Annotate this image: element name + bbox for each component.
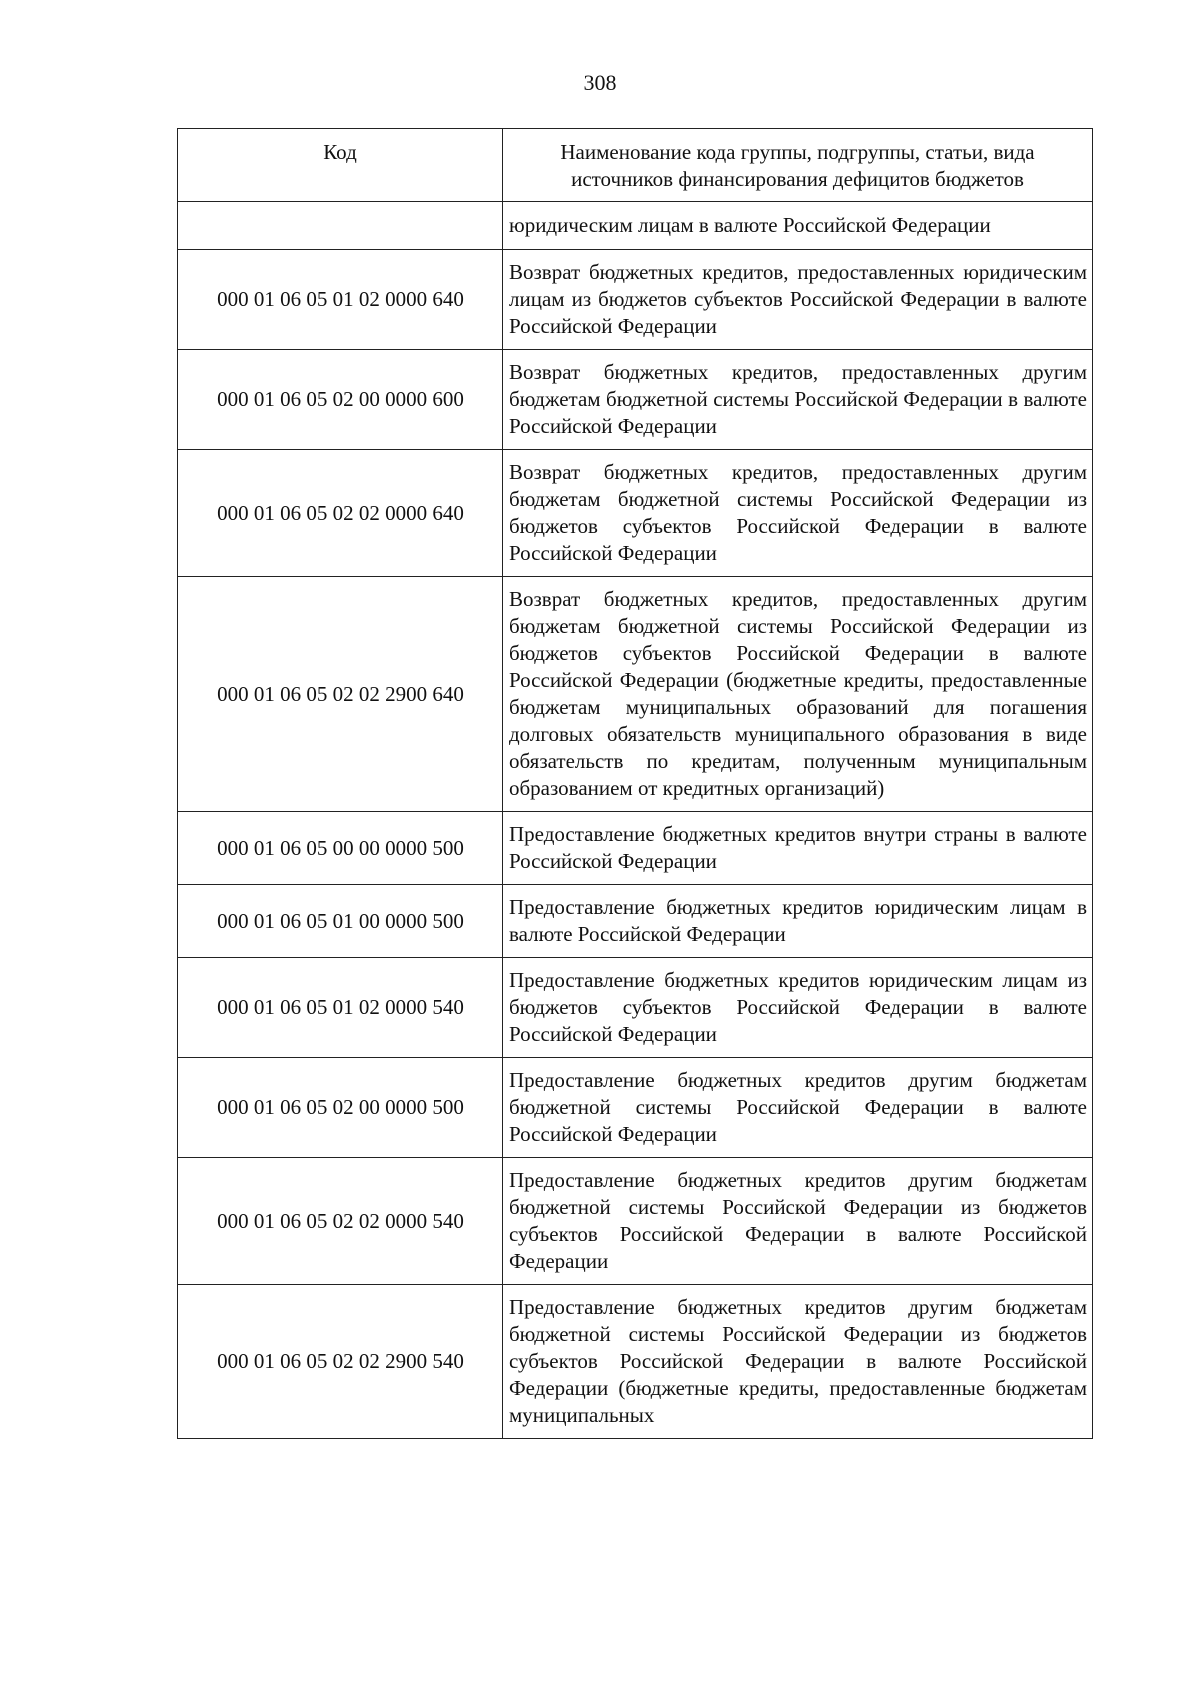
code-cell: 000 01 06 05 01 02 0000 540: [178, 958, 503, 1058]
name-cell: Возврат бюджетных кредитов, предоставленных юридическим лицам из бюджетов субъектов Российской Федерации в валюте Российской Федерации: [503, 250, 1093, 350]
table-row: [178, 1158, 1093, 1285]
name-cell: Предоставление бюджетных кредитов другим бюджетам бюджетной системы Российской Федерации из бюджетов субъектов Российской Федерации в валюте Российской Федерации: [503, 1158, 1093, 1285]
code-cell: 000 01 06 05 02 02 0000 540: [178, 1158, 503, 1285]
code-cell: 000 01 06 05 00 00 0000 500: [178, 812, 503, 885]
header-code: Код: [178, 129, 503, 202]
name-cell: Возврат бюджетных кредитов, предоставленных другим бюджетам бюджетной системы Российской Федерации из бюджетов субъектов Российской Федерации в валюте Российской Федерации: [503, 450, 1093, 577]
table-row: [178, 958, 1093, 1058]
table-row: [178, 250, 1093, 350]
table-row: [178, 350, 1093, 450]
table-row: [178, 1058, 1093, 1158]
name-cell: Возврат бюджетных кредитов, предоставленных другим бюджетам бюджетной системы Российской Федерации в валюте Российской Федерации: [503, 350, 1093, 450]
name-cell: юридическим лицам в валюте Российской Федерации: [503, 202, 1093, 250]
name-cell: Предоставление бюджетных кредитов другим бюджетам бюджетной системы Российской Федерации из бюджетов субъектов Российской Федерации в валюте Российской Федерации (бюджетные кредиты, предоставленные бюджетам муниципальных: [503, 1285, 1093, 1439]
table-row: [178, 812, 1093, 885]
code-cell: 000 01 06 05 02 02 0000 640: [178, 450, 503, 577]
table-row: [178, 885, 1093, 958]
code-cell: 000 01 06 05 01 02 0000 640: [178, 250, 503, 350]
name-cell: Предоставление бюджетных кредитов юридическим лицам в валюте Российской Федерации: [503, 885, 1093, 958]
header-name: Наименование кода группы, подгруппы, статьи, вида источников финансирования дефицитов бюджетов: [503, 129, 1093, 202]
code-cell: 000 01 06 05 02 02 2900 540: [178, 1285, 503, 1439]
table-row: [178, 577, 1093, 812]
code-cell: 000 01 06 05 01 00 0000 500: [178, 885, 503, 958]
code-cell: 000 01 06 05 02 00 0000 600: [178, 350, 503, 450]
code-cell: 000 01 06 05 02 00 0000 500: [178, 1058, 503, 1158]
table-row: [178, 450, 1093, 577]
name-cell: Предоставление бюджетных кредитов внутри страны в валюте Российской Федерации: [503, 812, 1093, 885]
page-number: 308: [583, 70, 617, 95]
code-cell: 000 01 06 05 02 02 2900 640: [178, 577, 503, 812]
code-cell: [178, 202, 503, 250]
name-cell: Возврат бюджетных кредитов, предоставленных другим бюджетам бюджетной системы Российской Федерации из бюджетов субъектов Российской Федерации в валюте Российской Федерации (бюджетные кредиты, предоставленные бюджетам муниципальных образований для погашения долговых обязательств муниципального образования в виде обязательств по кредитам, полученным муниципальным образованием от кредитных организаций): [503, 577, 1093, 812]
table-row: [178, 202, 1093, 250]
table-row: [178, 1285, 1093, 1439]
table-header-row: [178, 129, 1093, 202]
budget-sources-table: [177, 128, 1093, 1439]
name-cell: Предоставление бюджетных кредитов другим бюджетам бюджетной системы Российской Федерации в валюте Российской Федерации: [503, 1058, 1093, 1158]
name-cell: Предоставление бюджетных кредитов юридическим лицам из бюджетов субъектов Российской Федерации в валюте Российской Федерации: [503, 958, 1093, 1058]
